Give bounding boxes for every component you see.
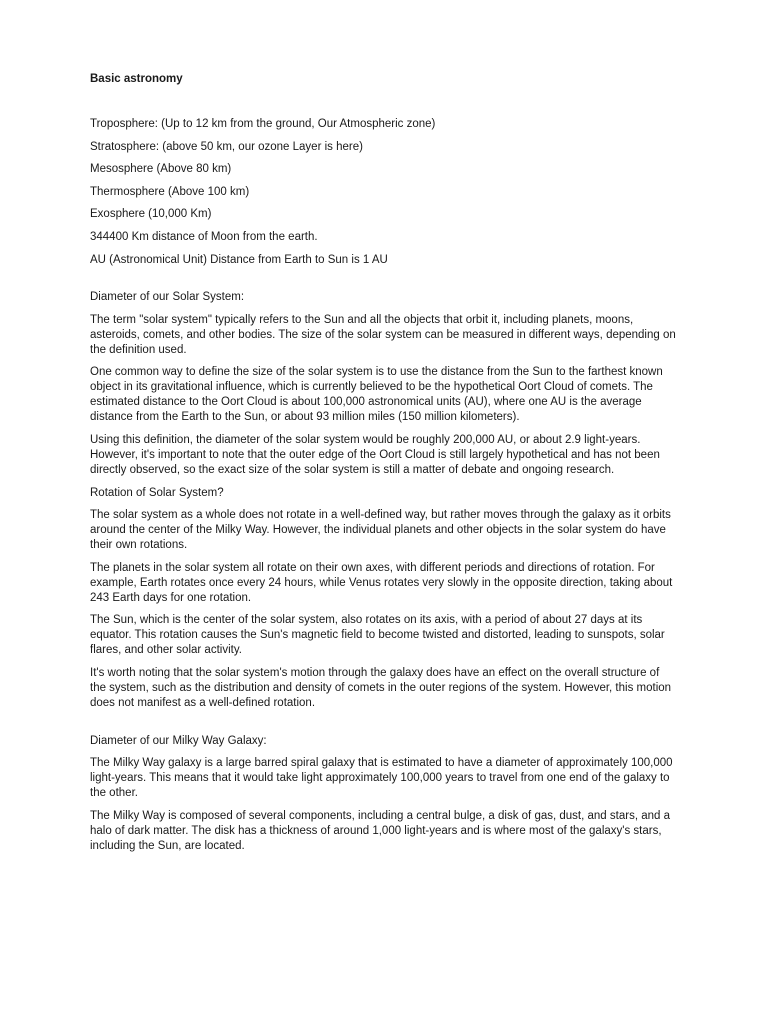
section-heading: Diameter of our Milky Way Galaxy: — [90, 734, 267, 747]
section-galaxy — [90, 734, 678, 854]
spacer — [90, 275, 678, 290]
fact-moon-distance: 344400 Km distance of Moon from the earth. — [90, 230, 318, 243]
paragraph: The planets in the solar system all rotate on their own axes, with different periods and directions of rotation. For example, Earth rotates once every 24 hours, while Venus rotates very slowly in the opposite direction, taking about 243 Earth days for one rotation. — [90, 561, 673, 604]
paragraph: The solar system as a whole does not rotate in a well-defined way, but rather moves through the galaxy as it orbits around the center of the Milky Way. However, the individual planets and other objects in the solar system do have their own rotations. — [90, 509, 671, 552]
paragraph: The Milky Way galaxy is a large barred spiral galaxy that is estimated to have a diameter of approximately 100,000 light-years. This means that it would take light approximately 100,000 years to travel from one end of the galaxy to the other. — [90, 757, 673, 800]
paragraph: The term "solar system" typically refers to the Sun and all the objects that orbit it, including planets, moons, asteroids, comets, and other bodies. The size of the solar system can be measured in different ways, depending on the definition used. — [90, 313, 676, 356]
facts-list — [90, 117, 678, 268]
section-heading: Rotation of Solar System? — [90, 486, 224, 499]
section-heading: Diameter of our Solar System: — [90, 291, 245, 304]
fact-mesosphere: Mesosphere (Above 80 km) — [90, 163, 232, 176]
fact-troposphere: Troposphere: (Up to 12 km from the ground, Our Atmospheric zone) — [90, 118, 436, 130]
document-page — [90, 72, 678, 861]
spacer — [90, 719, 678, 734]
fact-thermosphere: Thermosphere (Above 100 km) — [90, 185, 250, 198]
section-solar-diameter — [90, 290, 678, 478]
document-title: Basic astronomy — [90, 73, 183, 85]
paragraph: The Sun, which is the center of the solar system, also rotates on its axis, with a period of about 27 days at its equator. This rotation causes the Sun's magnetic field to become twisted and distorted, leading to sunspots, solar flares, and other solar activity. — [90, 614, 665, 657]
paragraph: The Milky Way is composed of several components, including a central bulge, a disk of gas, dust, and stars, and a halo of dark matter. The disk has a thickness of around 1,000 light-years and is where most of the galaxy's stars, including the Sun, are located. — [90, 809, 670, 852]
paragraph: It's worth noting that the solar system's motion through the galaxy does have an effect on the overall structure of the system, such as the distribution and density of comets in the outer regions of the system. However, this motion does not manifest as a well-defined rotation. — [90, 666, 672, 709]
fact-stratosphere: Stratosphere: (above 50 km, our ozone Layer is here) — [90, 140, 363, 153]
spacer — [90, 87, 678, 117]
fact-exosphere: Exosphere (10,000 Km) — [90, 208, 212, 221]
paragraph: One common way to define the size of the solar system is to use the distance from the Sun to the farthest known object in its gravitational influence, which is currently believed to be the hypothetical Oort Cloud of comets. The estimated distance to the Oort Cloud is about 100,000 astronomical units (AU), where one AU is the average distance from the Earth to the Sun, or about 93 million miles (150 million kilometers). — [90, 366, 663, 424]
paragraph: Using this definition, the diameter of the solar system would be roughly 200,000 AU, or about 2.9 light-years. However, it's important to note that the outer edge of the Oort Cloud is still largely hypothetical and has not been directly observed, so the exact size of the solar system is still a matter of debate and ongoing research. — [90, 433, 660, 476]
fact-au: AU (Astronomical Unit) Distance from Earth to Sun is 1 AU — [90, 253, 388, 266]
section-rotation — [90, 486, 678, 711]
